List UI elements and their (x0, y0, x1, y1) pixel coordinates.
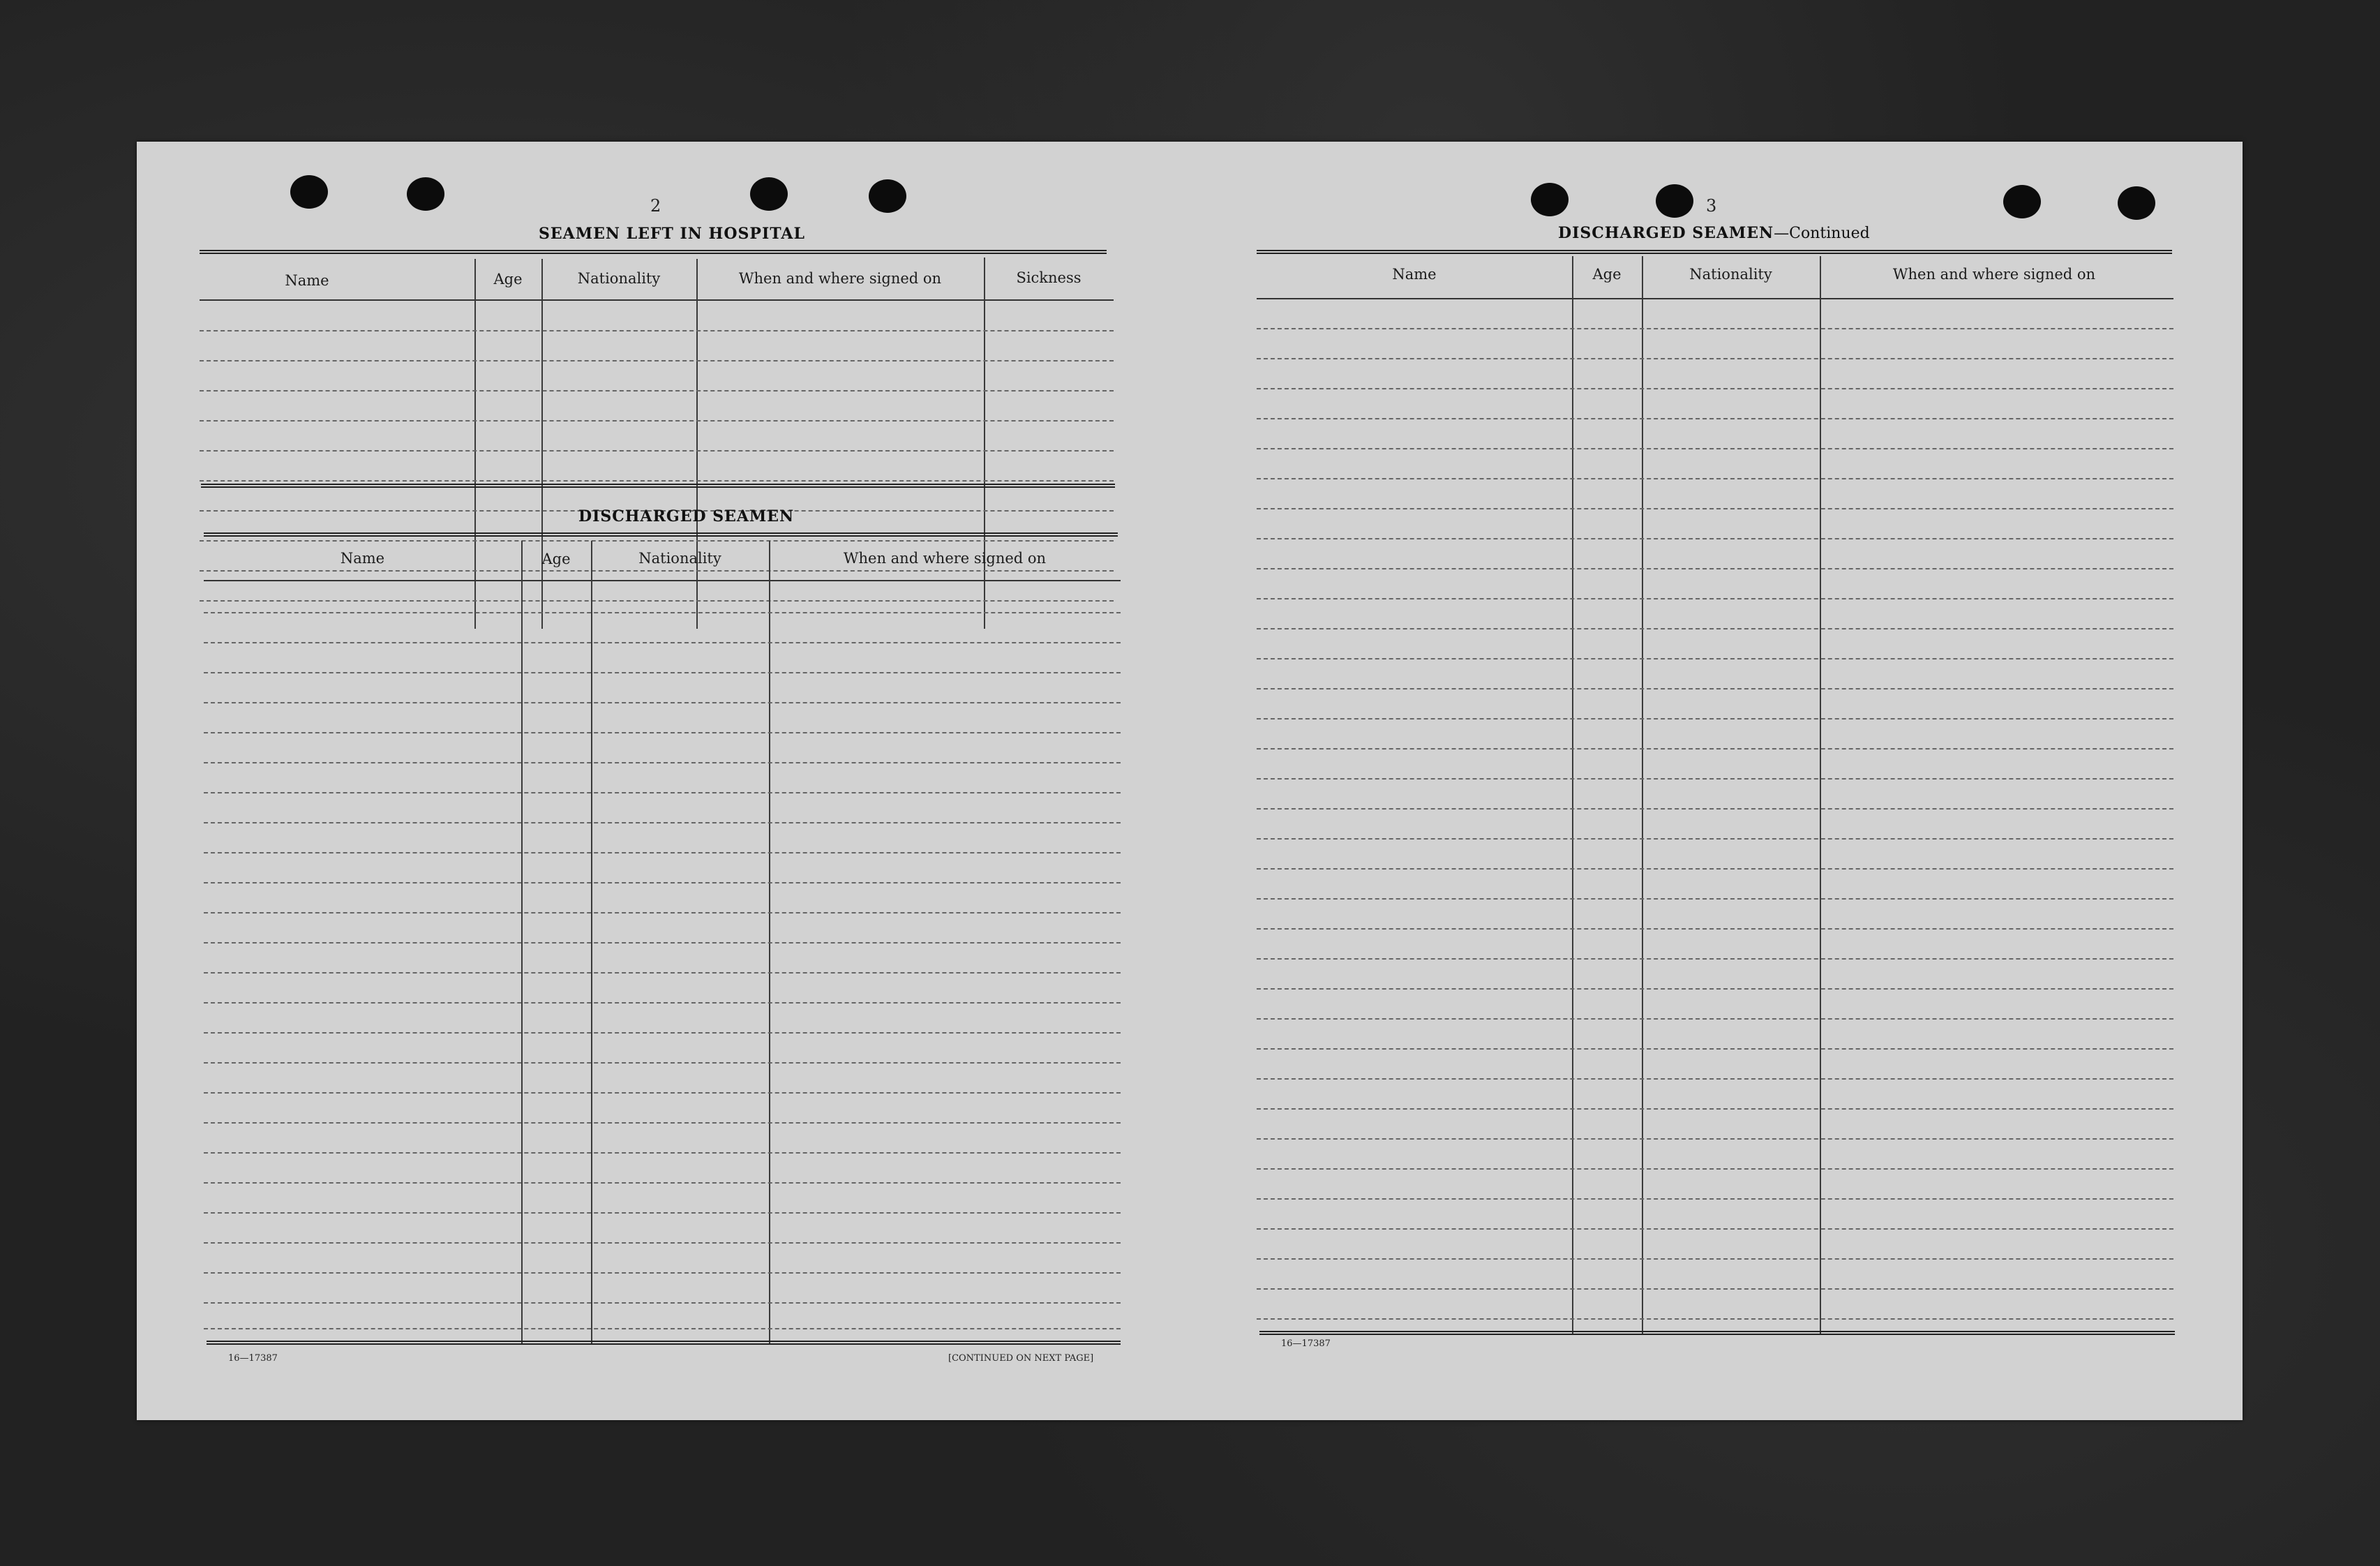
page-number: 2 (650, 196, 661, 216)
punch-hole (2003, 185, 2041, 218)
column-header-name: Name (340, 550, 385, 567)
entry-line (200, 390, 1114, 392)
column-header-nationality: Nationality (638, 550, 721, 567)
entry-line (1257, 808, 2173, 810)
entry-line (204, 732, 1121, 733)
entry-line (1257, 778, 2173, 780)
punch-hole (407, 177, 444, 211)
column-header-nationality: Nationality (1689, 266, 1772, 283)
continued-note: [CONTINUED ON NEXT PAGE] (948, 1353, 1094, 1364)
section-title-main: DISCHARGED SEAMEN (1558, 224, 1774, 242)
entry-line (204, 1242, 1121, 1244)
entry-line (200, 600, 1114, 602)
entry-line (204, 1092, 1121, 1094)
entry-line (204, 792, 1121, 793)
entry-line (204, 1152, 1121, 1154)
entry-line (1257, 1078, 2173, 1080)
section-title (1558, 224, 1870, 242)
entry-line (1257, 838, 2173, 840)
section-title: DISCHARGED SEAMEN (578, 507, 795, 525)
header-rule (1257, 298, 2173, 299)
form-number: 16—17387 (228, 1353, 278, 1364)
form-number: 16—17387 (1281, 1338, 1331, 1349)
entry-line (204, 1302, 1121, 1304)
entry-line (204, 1328, 1121, 1329)
double-rule (201, 484, 1115, 488)
entry-line (1257, 598, 2173, 599)
entry-line (1257, 658, 2173, 659)
punch-hole (869, 179, 906, 213)
entry-line (200, 450, 1114, 452)
entry-line (204, 1032, 1121, 1034)
page-number: 3 (1706, 196, 1717, 216)
header-rule (204, 580, 1121, 581)
column-header-name: Name (285, 272, 329, 289)
entry-line (204, 822, 1121, 823)
entry-line (204, 1122, 1121, 1124)
entry-line (1257, 538, 2173, 539)
section-title: SEAMEN LEFT IN HOSPITAL (539, 225, 805, 243)
punch-hole (1656, 184, 1693, 218)
entry-line (1257, 628, 2173, 629)
entry-line (1257, 1108, 2173, 1110)
entry-line (200, 480, 1114, 482)
entry-line (200, 420, 1114, 422)
column-divider (984, 258, 985, 629)
punch-hole (1531, 183, 1569, 216)
entry-line (1257, 1318, 2173, 1320)
entry-line (1257, 1138, 2173, 1140)
entry-line (204, 762, 1121, 763)
header-rule (200, 299, 1114, 301)
double-rule (207, 1341, 1121, 1345)
entry-line (1257, 958, 2173, 960)
entry-line (1257, 718, 2173, 719)
entry-line (200, 570, 1114, 572)
entry-line (204, 852, 1121, 853)
entry-line (1257, 928, 2173, 930)
entry-line (204, 942, 1121, 944)
entry-line (204, 1002, 1121, 1004)
entry-line (1257, 1288, 2173, 1290)
column-header-age: Age (541, 551, 571, 567)
entry-line (204, 912, 1121, 914)
column-header-age: Age (493, 271, 523, 288)
entry-line (1257, 508, 2173, 509)
entry-line (204, 702, 1121, 703)
column-header-signed-on: When and where signed on (1892, 266, 2096, 283)
column-header-nationality: Nationality (577, 270, 661, 287)
entry-line (1257, 868, 2173, 870)
entry-line (1257, 448, 2173, 449)
double-rule (1259, 1331, 2175, 1335)
entry-line (1257, 1018, 2173, 1020)
section-title-suffix: —Continued (1774, 225, 1870, 242)
entry-line (1257, 898, 2173, 900)
entry-line (204, 972, 1121, 974)
entry-line (200, 330, 1114, 331)
column-header-signed-on: When and where signed on (843, 550, 1047, 567)
entry-line (204, 642, 1121, 643)
entry-line (200, 540, 1114, 542)
entry-line (1257, 418, 2173, 419)
entry-line (1257, 688, 2173, 689)
punch-hole (2118, 186, 2155, 220)
entry-line (204, 1062, 1121, 1064)
ledger-sheet (137, 142, 2243, 1420)
entry-line (204, 672, 1121, 673)
double-rule (204, 532, 1118, 537)
entry-line (204, 1272, 1121, 1274)
punch-hole (290, 175, 328, 209)
entry-line (204, 1182, 1121, 1184)
entry-line (1257, 478, 2173, 479)
double-rule (200, 250, 1107, 254)
entry-line (1257, 748, 2173, 750)
entry-line (1257, 1258, 2173, 1260)
entry-line (1257, 988, 2173, 990)
column-header-sickness: Sickness (1016, 269, 1082, 286)
column-divider (696, 259, 698, 629)
entry-line (1257, 388, 2173, 389)
entry-line (1257, 1228, 2173, 1230)
punch-hole (750, 177, 788, 211)
entry-line (1257, 358, 2173, 359)
column-header-signed-on: When and where signed on (738, 270, 942, 287)
column-header-name: Name (1392, 266, 1437, 283)
entry-line (1257, 1198, 2173, 1200)
entry-line (204, 612, 1121, 613)
entry-line (1257, 568, 2173, 569)
entry-line (1257, 1168, 2173, 1170)
entry-line (1257, 1048, 2173, 1050)
double-rule (1257, 250, 2172, 254)
column-divider (474, 259, 476, 629)
entry-line (204, 882, 1121, 883)
column-header-age: Age (1592, 266, 1622, 283)
column-divider (541, 259, 543, 629)
entry-line (204, 1212, 1121, 1214)
entry-line (200, 360, 1114, 361)
entry-line (1257, 328, 2173, 329)
